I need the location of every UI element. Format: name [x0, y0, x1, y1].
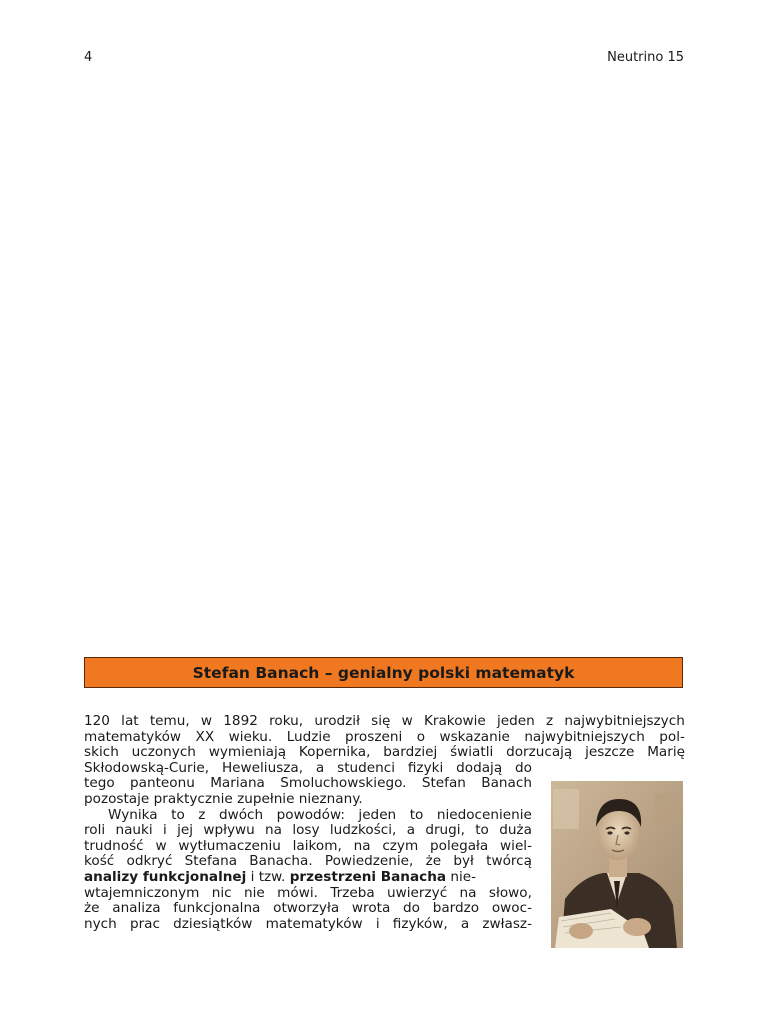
- word: a: [460, 915, 470, 932]
- word: uwierzyć: [387, 884, 448, 901]
- word: a: [406, 822, 416, 839]
- word: wymieniają: [208, 744, 287, 761]
- word: jeden: [496, 713, 535, 729]
- word: Ludzie: [286, 728, 331, 745]
- word: to: [171, 806, 185, 823]
- text-line: [84, 886, 532, 902]
- word: Banacha.: [249, 853, 313, 870]
- word: duża: [499, 822, 532, 839]
- text-line: [84, 808, 532, 824]
- word: otworzyła: [273, 900, 340, 917]
- word: był: [453, 853, 474, 870]
- word: losy: [292, 822, 320, 839]
- word: nic: [211, 884, 232, 901]
- word: wytłumaczeniu: [178, 837, 281, 854]
- text-line: [84, 761, 532, 777]
- word: trudność: [84, 837, 144, 854]
- word: jej: [177, 822, 194, 839]
- word: panteonu: [130, 775, 195, 792]
- word: że: [84, 900, 100, 917]
- term-banach-space: przestrzeni Banacha: [289, 868, 447, 885]
- word: słowo,: [488, 884, 532, 901]
- word: bardzo: [432, 900, 480, 917]
- word: bardziej: [383, 744, 438, 761]
- text-line: [84, 870, 532, 886]
- word: prac: [129, 915, 160, 932]
- word: dziesiątków: [173, 915, 253, 932]
- word: i: [375, 915, 380, 932]
- word: wiel-: [500, 837, 532, 854]
- word: na: [459, 884, 477, 901]
- word: nie: [244, 884, 265, 901]
- word: wrota: [351, 900, 391, 917]
- word: powodów:: [276, 806, 345, 823]
- word: drugi,: [425, 822, 465, 839]
- word: Banach: [481, 775, 532, 792]
- word: kość: [84, 853, 115, 870]
- word: dorzucają: [506, 744, 573, 761]
- word: matematyków: [265, 915, 363, 932]
- word: Smoluchowskiego.: [280, 775, 407, 792]
- word: proszeni: [345, 728, 403, 745]
- word: uczonych: [131, 744, 196, 761]
- text-line: [84, 776, 532, 792]
- word: wskazanie: [439, 728, 510, 745]
- text-line: [84, 714, 685, 730]
- word: najwybitniejszych: [524, 728, 645, 745]
- text-line: [84, 745, 685, 761]
- word: fizyków,: [392, 915, 448, 932]
- word: na: [353, 837, 371, 854]
- word: Kopernika,: [298, 744, 371, 761]
- article-title-box: [84, 657, 683, 688]
- text-line: [84, 823, 532, 839]
- word: nauki: [115, 822, 153, 839]
- word: Powiedzenie,: [324, 853, 414, 870]
- text-line: [84, 854, 532, 870]
- word: twórcą: [486, 853, 532, 870]
- word: fizyki: [407, 759, 444, 776]
- word: wtajemniczonym: [84, 884, 200, 901]
- word: na: [265, 822, 282, 839]
- word: z: [545, 713, 554, 729]
- word: Krakowie: [423, 713, 486, 729]
- word: nych: [84, 915, 117, 932]
- page-number: 4: [84, 50, 93, 65]
- word: w: [155, 837, 167, 854]
- word: 120: [84, 713, 110, 729]
- word: urodził: [314, 713, 360, 729]
- word: roli: [84, 822, 106, 839]
- text-fragment: i tzw.: [246, 868, 290, 885]
- text-line: [84, 901, 532, 917]
- text-line-content: pozostaje praktycznie zupełnie nieznany.: [84, 790, 363, 807]
- word: funkcjonalna: [173, 900, 261, 917]
- word: Stefan: [421, 775, 466, 792]
- word: Skłodowską-Curie,: [84, 759, 210, 776]
- word: się: [371, 713, 391, 729]
- word: niedocenienie: [436, 806, 532, 823]
- word: w: [401, 713, 413, 729]
- word: matematyków: [84, 728, 182, 745]
- word: czym: [382, 837, 419, 854]
- word: analiza: [112, 900, 161, 917]
- word: Trzeba: [330, 884, 375, 901]
- word: 1892: [223, 713, 258, 729]
- word: z: [198, 806, 206, 823]
- word: światli: [450, 744, 494, 761]
- word: jeden: [358, 806, 397, 823]
- word: Marię: [647, 744, 685, 761]
- word: zwłasz-: [482, 915, 532, 932]
- running-head: Neutrino 15: [607, 50, 684, 65]
- word: pol-: [659, 728, 685, 745]
- word: najwybitniejszych: [564, 713, 685, 729]
- word: temu,: [149, 713, 190, 729]
- word: to: [475, 822, 489, 839]
- article-title: Stefan Banach – genialny polski matematyk: [192, 663, 575, 682]
- word: XX: [195, 728, 215, 745]
- word: wieku.: [228, 728, 273, 745]
- word: Heweliusza,: [221, 759, 304, 776]
- word: owoc-: [491, 900, 532, 917]
- word: a: [315, 759, 325, 776]
- word: o: [416, 728, 426, 745]
- word: polegała: [430, 837, 489, 854]
- word: dodają: [456, 759, 503, 776]
- word: w: [200, 713, 213, 729]
- word: że: [425, 853, 442, 870]
- word: do: [403, 900, 420, 917]
- term-functional-analysis: analizy funkcjonalnej: [84, 868, 247, 885]
- word: Mariana: [210, 775, 265, 792]
- word: Wynika: [108, 806, 158, 823]
- page-header: [84, 50, 684, 68]
- word: ludzkości,: [329, 822, 397, 839]
- word: to: [409, 806, 424, 823]
- word: do: [515, 759, 532, 776]
- word: Stefana: [184, 853, 238, 870]
- text-line: [84, 917, 532, 933]
- word: jeszcze: [585, 744, 635, 761]
- text-line: [84, 839, 532, 855]
- word: mówi.: [277, 884, 318, 901]
- banach-portrait-photo: [551, 781, 683, 948]
- text-line: [84, 730, 685, 746]
- word: i: [163, 822, 167, 839]
- word: wpływu: [203, 822, 255, 839]
- word: odkryć: [126, 853, 173, 870]
- word: roku,: [269, 713, 304, 729]
- word: laikom,: [292, 837, 342, 854]
- word: dwóch: [218, 806, 264, 823]
- word: studenci: [337, 759, 396, 776]
- text-fragment: nie-: [446, 868, 477, 885]
- word: skich: [84, 744, 119, 761]
- word: tego: [84, 775, 115, 792]
- word: lat: [121, 713, 139, 729]
